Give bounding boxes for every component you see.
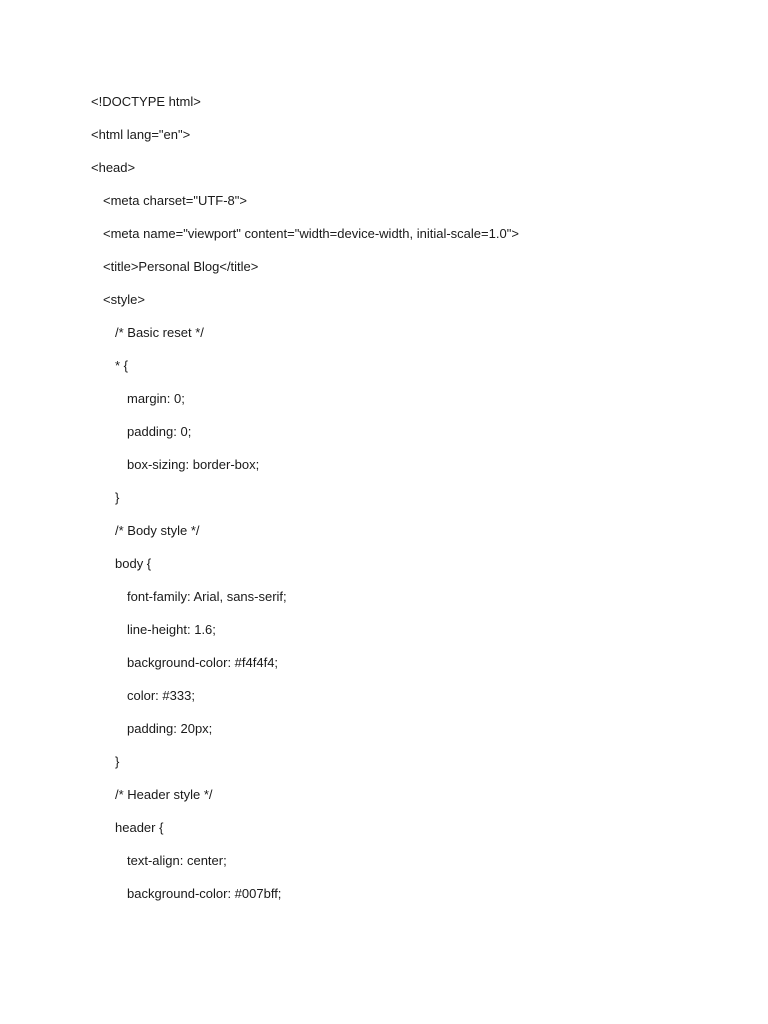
code-line: line-height: 1.6; (127, 622, 216, 637)
code-line: } (115, 754, 120, 769)
code-line: text-align: center; (127, 853, 227, 868)
code-line: header { (115, 820, 164, 835)
code-line: } (115, 490, 120, 505)
code-text-block (91, 92, 728, 917)
code-line: <html lang="en"> (91, 127, 191, 142)
code-line: color: #333; (127, 688, 195, 703)
code-line: <!DOCTYPE html> (91, 94, 201, 109)
code-line: * { (115, 358, 129, 373)
code-line: /* Body style */ (115, 523, 200, 538)
code-line: /* Header style */ (115, 787, 213, 802)
code-line: <head> (91, 160, 136, 175)
code-line: <style> (103, 292, 145, 307)
code-line: background-color: #f4f4f4; (127, 655, 279, 670)
code-line: box-sizing: border-box; (127, 457, 260, 472)
code-line: padding: 20px; (127, 721, 213, 736)
code-line: /* Basic reset */ (115, 325, 204, 340)
code-line: <meta name="viewport" content="width=device-width, initial-scale=1.0"> (103, 226, 519, 241)
code-line: background-color: #007bff; (127, 886, 282, 901)
code-line: font-family: Arial, sans-serif; (127, 589, 287, 604)
code-line: body { (115, 556, 152, 571)
code-line: <meta charset="UTF-8"> (103, 193, 247, 208)
code-line: <title>Personal Blog</title> (103, 259, 259, 274)
code-line: padding: 0; (127, 424, 192, 439)
code-line: margin: 0; (127, 391, 185, 406)
